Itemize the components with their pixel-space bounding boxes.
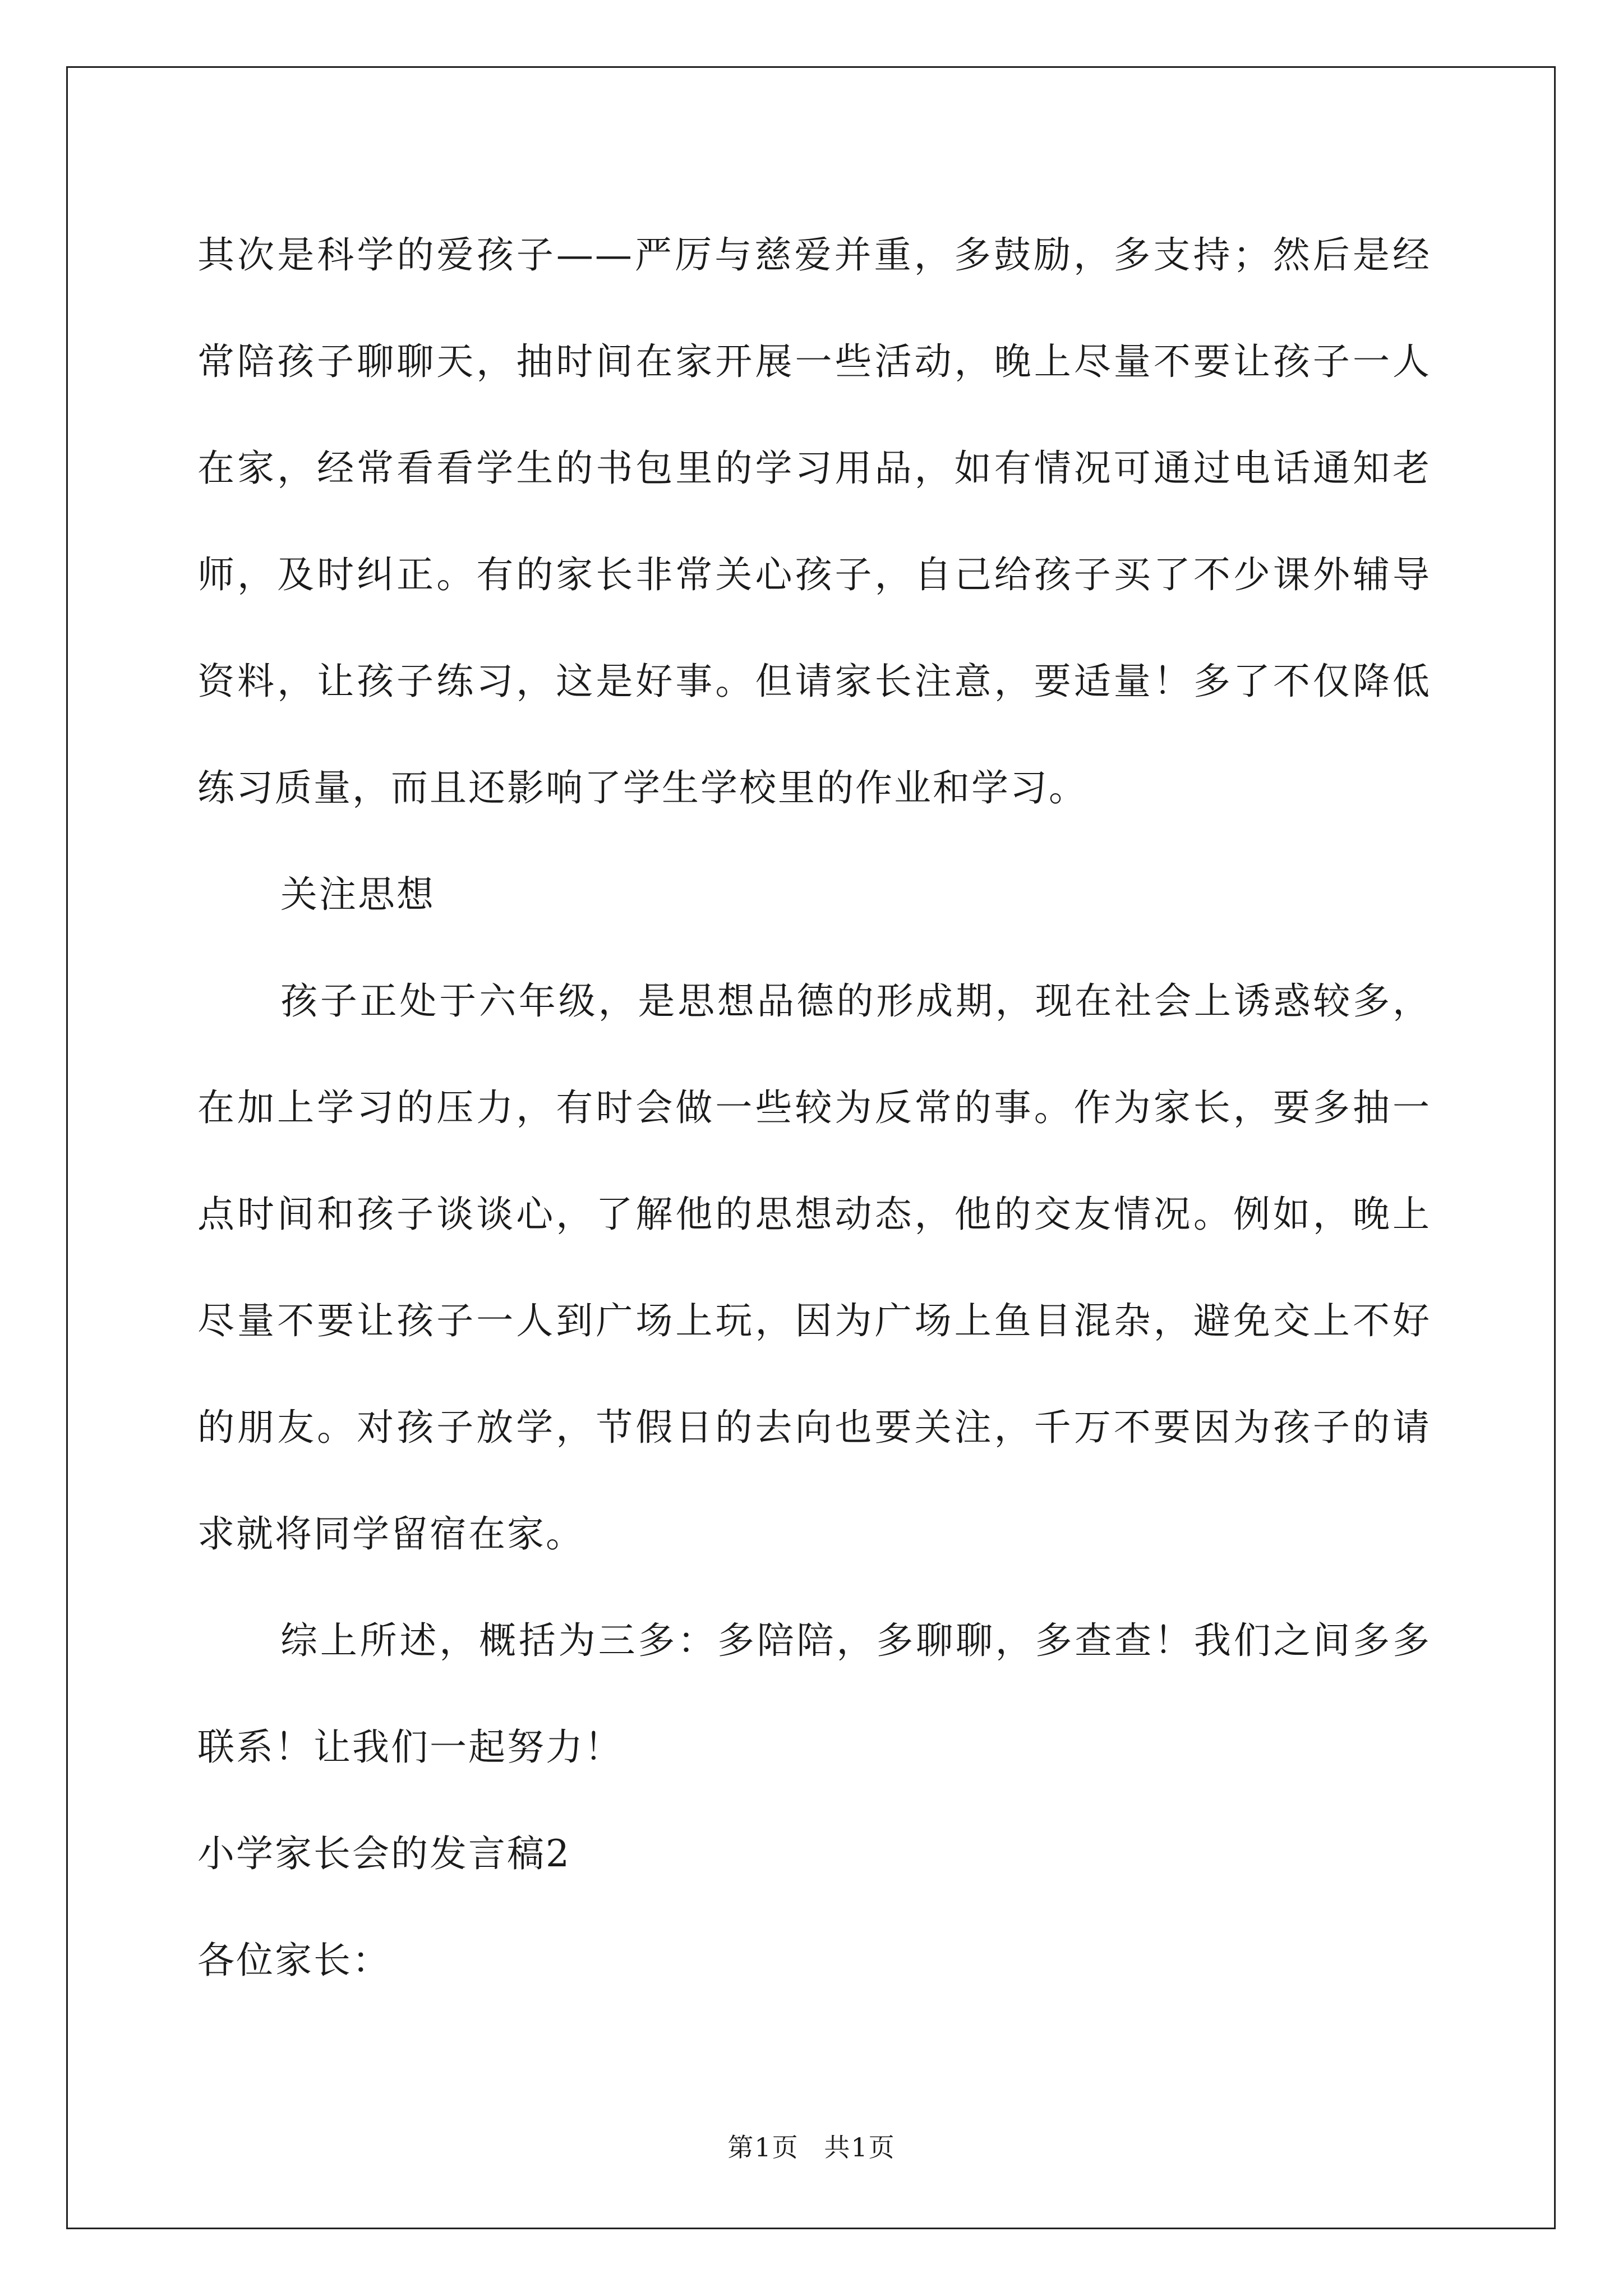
page-number: 第1页 — [727, 2132, 799, 2162]
speech-title: 小学家长会的发言稿2 — [197, 1832, 571, 1875]
paragraph-parenting-advice: 其次是科学的爱孩子——严厉与慈爱并重，多鼓励，多支持；然后是经常陪孩子聊聊天，抽时间在家开展一些活动，晚上尽量不要让孩子一人在家，经常看看学生的书包里的学习用品，如有情况可通过电话通知老师，及时纠正。有的家长非常关心孩子，自己给孩子买了不少课外辅导资料，让孩子练习，这是好事。但请家长注意，要适量！多了不仅降低练习质量，而且还影响了学生学校里的作业和学习。 — [197, 233, 1431, 809]
page-footer — [0, 2131, 1623, 2164]
salutation: 各位家长： — [197, 1939, 391, 1982]
paragraph-thoughts: 孩子正处于六年级，是思想品德的形成期，现在社会上诱惑较多，在加上学习的压力，有时会做一些较为反常的事。作为家长，要多抽一点时间和孩子谈谈心，了解他的思想动态，他的交友情况。例如，晚上尽量不要让孩子一人到广场上玩，因为广场上鱼目混杂，避免交上不好的朋友。对孩子放学，节假日的去向也要关注，千万不要因为孩子的请求就将同学留宿在家。 — [197, 979, 1431, 1556]
section-heading-focus-on-thoughts: 关注思想 — [280, 873, 435, 916]
page-total: 共1页 — [824, 2132, 896, 2162]
document-body — [197, 202, 1431, 2014]
paragraph-summary: 综上所述，概括为三多：多陪陪，多聊聊，多查查！我们之间多多联系！让我们一起努力！ — [197, 1619, 1431, 1769]
